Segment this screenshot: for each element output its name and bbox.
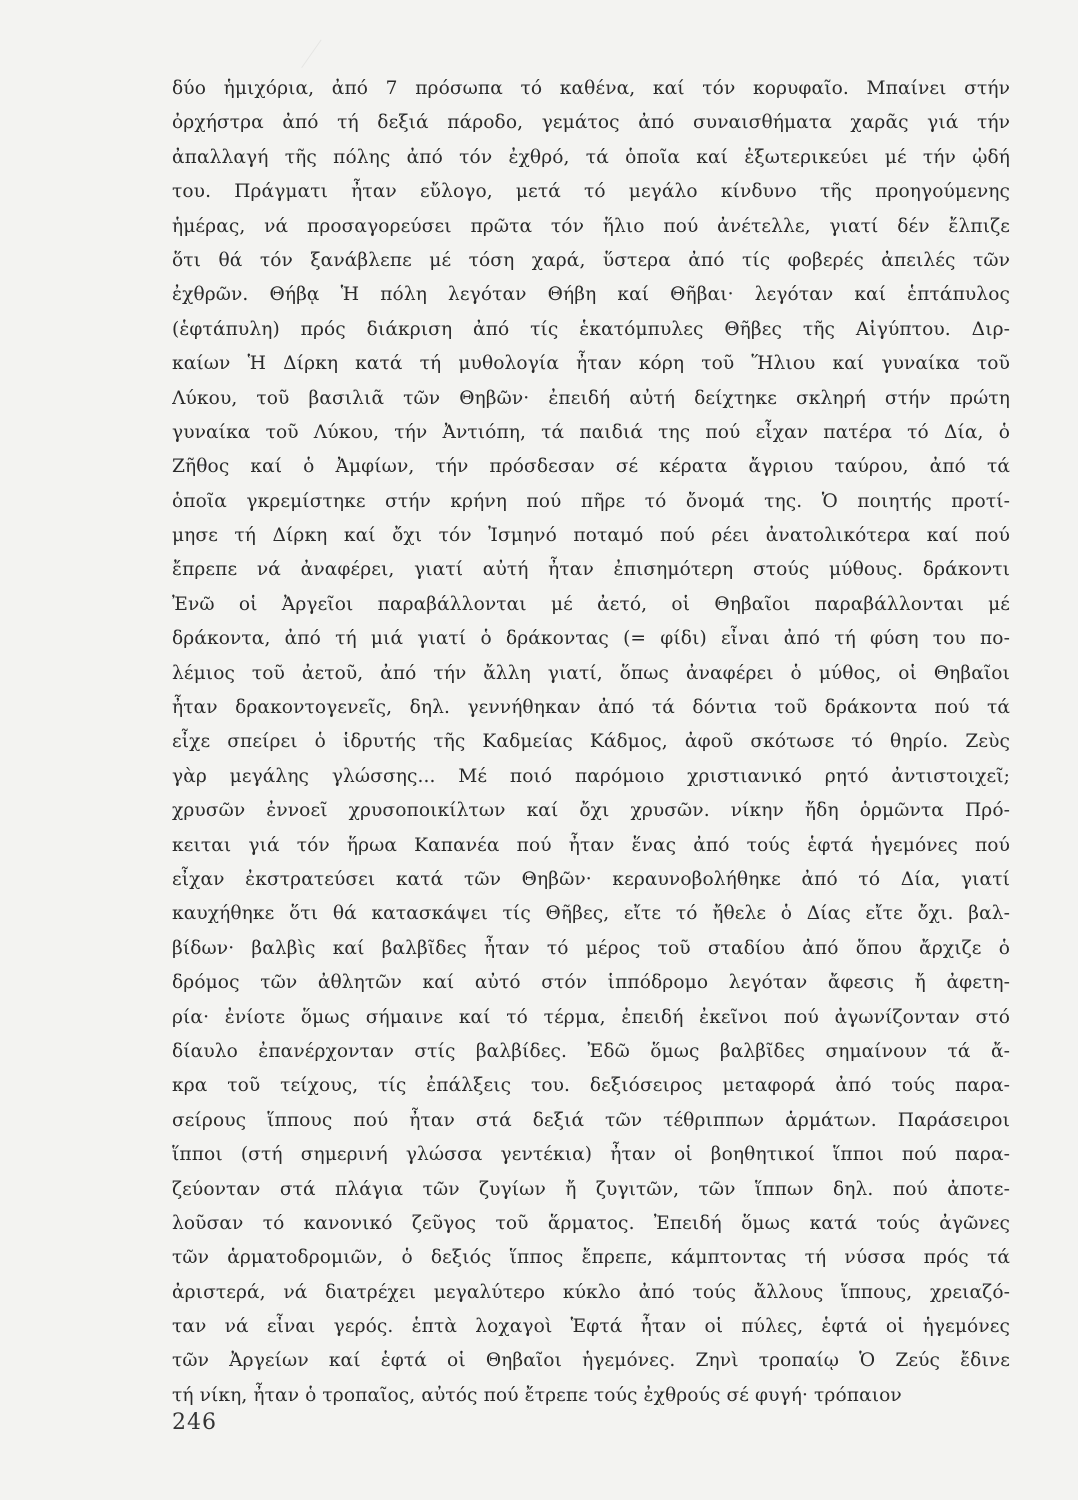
text-line: ἀριστερά, νά διατρέχει μεγαλύτερο κύκλο ἀπό τούς ἄλλους ἵππους, χρειαζό- [172,1281,1010,1303]
text-line: (ἑφτάπυλη) πρός διάκριση ἀπό τίς ἑκατόμπυλες Θῆβες τῆς Αἰγύπτου. Διρ- [172,318,1010,340]
page-number: 246 [172,1410,217,1435]
text-line: λέμιος τοῦ ἀετοῦ, ἀπό τήν ἄλλη γιατί, ὅπως ἀναφέρει ὁ μύθος, οἱ Θηβαῖοι [172,662,1010,684]
text-line: ἡμέρας, νά προσαγορεύσει πρῶτα τόν ἥλιο πού ἀνέτελλε, γιατί δέν ἔλπιζε [172,215,1010,237]
text-line: ρία· ἐνίοτε ὅμως σήμαινε καί τό τέρμα, ἐπειδή ἐκεῖνοι πού ἀγωνίζονταν στό [172,1006,1010,1028]
text-line: εἶχαν ἐκστρατεύσει κατά τῶν Θηβῶν· κεραυνοβολήθηκε ἀπό τό Δία, γιατί [172,868,1010,890]
text-line: ὀρχήστρα ἀπό τή δεξιά πάροδο, γεμάτος ἀπό συναισθήματα χαρᾶς γιά τήν [172,112,1010,134]
text-line: βίδων· βαλβὶς καί βαλβῖδες ἦταν τό μέρος τοῦ σταδίου ἀπό ὅπου ἄρχιζε ὁ [172,937,1010,959]
text-line: κειται γιά τόν ἥρωα Καπανέα πού ἦταν ἕνας ἀπό τούς ἑφτά ἡγεμόνες πού [172,834,1010,856]
text-line: δρόμος τῶν ἀθλητῶν καί αὐτό στόν ἱππόδρομο λεγόταν ἄφεσις ἤ ἀφετη- [172,972,1010,994]
text-line: Ζῆθος καί ὁ Ἀμφίων, τήν πρόσδεσαν σέ κέρατα ἄγριου ταύρου, ἀπό τά [172,456,1010,478]
text-line: κρα τοῦ τείχους, τίς ἐπάλξεις του. δεξιόσειρος μεταφορά ἀπό τούς παρα- [172,1075,1010,1097]
text-line: Ἐνῶ οἱ Ἀργεῖοι παραβάλλονται μέ ἀετό, οἱ Θηβαῖοι παραβάλλονται μέ [172,593,1010,615]
text-line: τή νίκη, ἦταν ὁ τροπαῖος, αὐτός πού ἔτρεπε τούς ἐχθρούς σέ φυγή· τρόπαιον [172,1384,902,1406]
text-line: λοῦσαν τό κανονικό ζεῦγος τοῦ ἅρματος. Ἐπειδή ὅμως κατά τούς ἀγῶνες [172,1212,1010,1234]
text-line: καίων Ἡ Δίρκη κατά τή μυθολογία ἦταν κόρη τοῦ Ἥλιου καί γυναίκα τοῦ [172,353,1010,375]
text-line: ὅτι θά τόν ξανάβλεπε μέ τόση χαρά, ὕστερα ἀπό τίς φοβερές ἀπειλές τῶν [172,249,1010,271]
text-line: ἵπποι (στή σημερινή γλώσσα γεντέκια) ἦταν οἱ βοηθητικοί ἵπποι πού παρα- [172,1144,1010,1166]
text-line: ἦταν δρακοντογενεῖς, δηλ. γεννήθηκαν ἀπό τά δόντια τοῦ δράκοντα πού τά [172,697,1010,719]
text-line: ἔπρεπε νά ἀναφέρει, γιατί αὐτή ἦταν ἐπισημότερη στούς μύθους. δράκοντι [172,559,1010,581]
text-line: γυναίκα τοῦ Λύκου, τήν Ἀντιόπη, τά παιδιά της πού εἶχαν πατέρα τό Δία, ὁ [172,421,1010,443]
text-line: μησε τή Δίρκη καί ὄχι τόν Ἰσμηνό ποταμό πού ρέει ἀνατολικότερα καί πού [172,525,1010,547]
text-line: ταν νά εἶναι γερός. ἑπτὰ λοχαγοὶ Ἑφτά ἦταν οἱ πύλες, ἑφτά οἱ ἡγεμόνες [172,1316,1010,1338]
text-line: δίαυλο ἐπανέρχονταν στίς βαλβίδες. Ἐδῶ ὅμως βαλβῖδες σημαίνουν τά ἄ- [172,1040,1010,1062]
text-line: χρυσῶν ἐννοεῖ χρυσοποικίλτων καί ὄχι χρυσῶν. νίκην ἤδη ὁρμῶντα Πρό- [172,800,1010,822]
text-line: δράκοντα, ἀπό τή μιά γιατί ὁ δράκοντας (= φίδι) εἶναι ἀπό τή φύση του πο- [172,628,1010,650]
text-line: ὁποῖα γκρεμίστηκε στήν κρήνη πού πῆρε τό ὄνομά της. Ὁ ποιητής προτί- [172,490,1010,512]
text-line: γὰρ μεγάλης γλώσσης... Μέ ποιό παρόμοιο χριστιανικό ρητό ἀντιστοιχεῖ; [172,765,1010,787]
text-line: δύο ἡμιχόρια, ἀπό 7 πρόσωπα τό καθένα, καί τόν κορυφαῖο. Μπαίνει στήν [172,78,1010,99]
text-line: καυχήθηκε ὅτι θά κατασκάψει τίς Θῆβες, εἴτε τό ἤθελε ὁ Δίας εἴτε ὄχι. βαλ- [172,903,1010,925]
commentary-text [172,72,1010,1413]
text-line: του. Πράγματι ἦταν εὔλογο, μετά τό μεγάλο κίνδυνο τῆς προηγούμενης [172,181,1010,203]
text-line: εἶχε σπείρει ὁ ἱδρυτής τῆς Καδμείας Κάδμος, ἀφοῦ σκότωσε τό θηρίο. Ζεὺς [172,731,1010,753]
text-line: ζεύονταν στά πλάγια τῶν ζυγίων ἤ ζυγιτῶν, τῶν ἵππων δηλ. πού ἀποτε- [172,1178,1010,1200]
text-line: τῶν Ἀργείων καί ἑφτά οἱ Θηβαῖοι ἡγεμόνες. Ζηνὶ τροπαίῳ Ὁ Ζεύς ἔδινε [172,1350,1010,1372]
text-line: Λύκου, τοῦ βασιλιᾶ τῶν Θηβῶν· ἐπειδή αὐτή δείχτηκε σκληρή στήν πρώτη [172,387,1010,409]
text-line: σείρους ἵππους πού ἦταν στά δεξιά τῶν τέθριππων ἁρμάτων. Παράσειροι [172,1109,1010,1131]
text-line: τῶν ἁρματοδρομιῶν, ὁ δεξιός ἵππος ἔπρεπε, κάμπτοντας τή νύσσα πρός τά [172,1247,1010,1269]
text-line: ἀπαλλαγή τῆς πόλης ἀπό τόν ἐχθρό, τά ὁποῖα καί ἐξωτερικεύει μέ τήν ᾠδή [172,146,1010,168]
text-line: ἐχθρῶν. Θήβᾳ Ἡ πόλη λεγόταν Θήβη καί Θῆβαι· λεγόταν καί ἑπτάπυλος [172,284,1010,306]
